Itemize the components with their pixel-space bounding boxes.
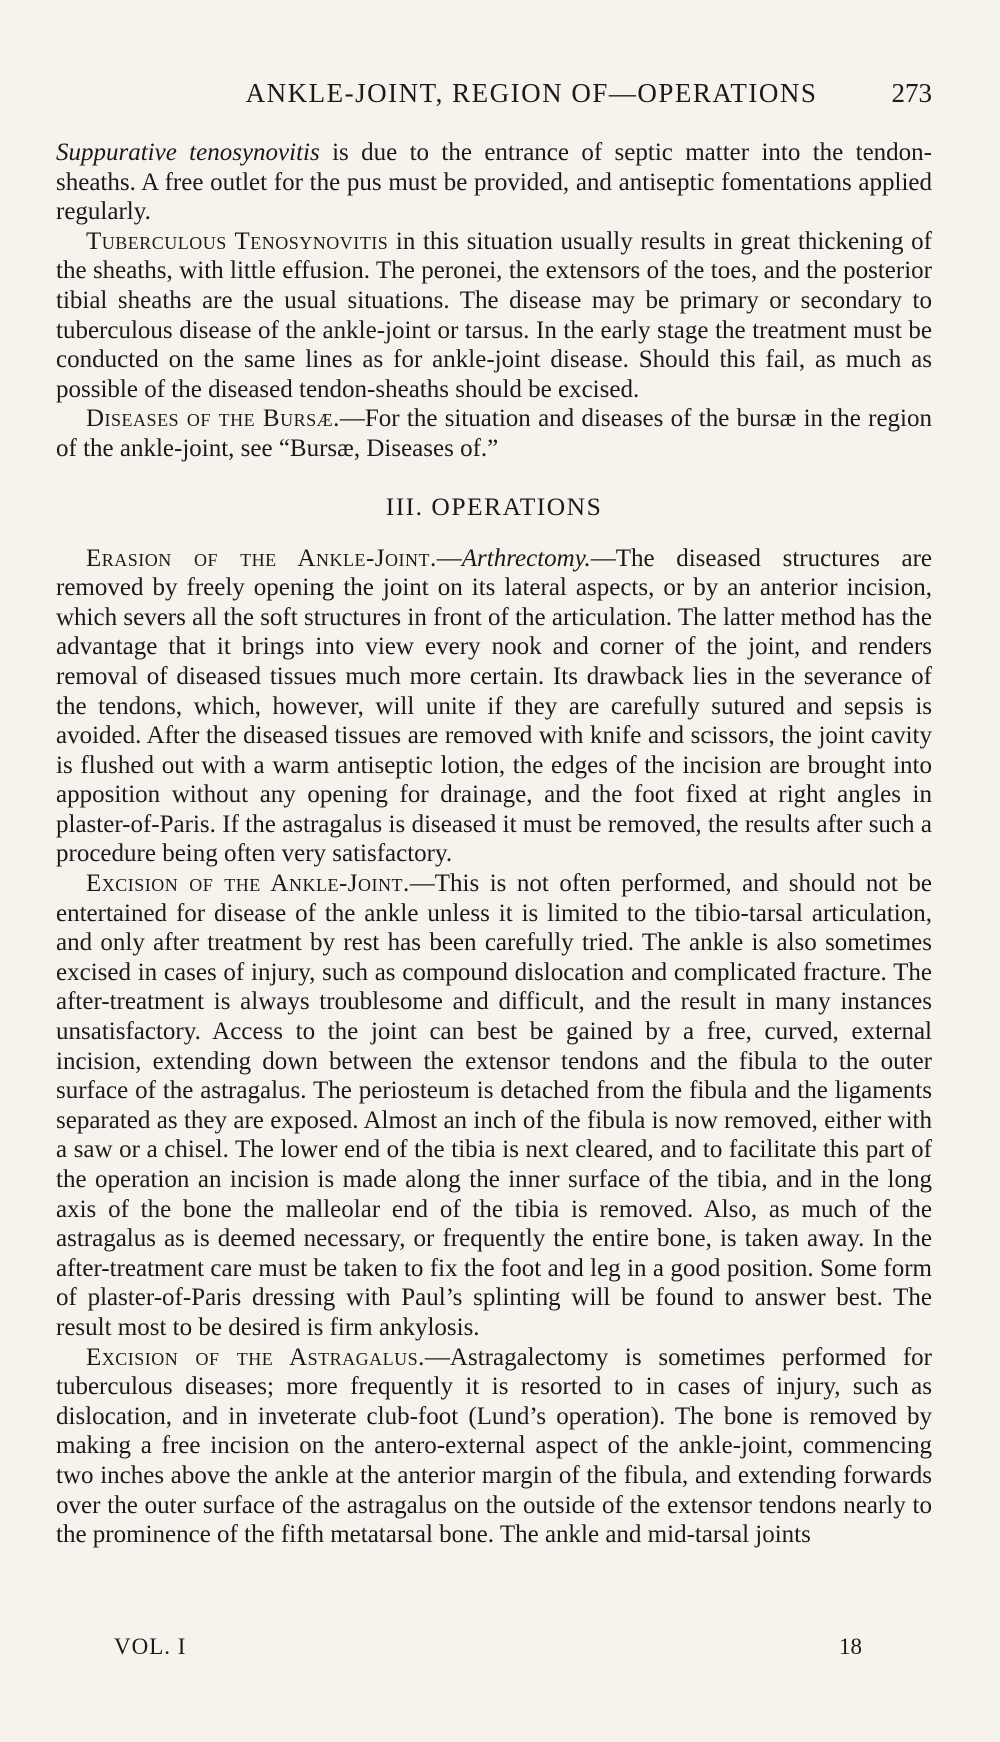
paragraph-erasion-ankle-joint: Erasion of the Ankle-Joint.—Arthrectomy.—The diseased structures are removed by freely opening the joint on its lateral aspects, or by an anterior incision, which severs all the soft structures in front of the articulation. The latter method has the advantage that it brings into view every nook and corner of the joint, and renders removal of diseased tissues much more certain. Its drawback lies in the severance of the tendons, which, however, will unite if they are carefully sutured and sepsis is avoided. After the diseased tissues are removed with knife and scissors, the joint cavity is flushed out with a warm antiseptic lotion, the edges of the incision are brought into apposition without any opening for drainage, and the foot fixed at right angles in plaster-of-Paris. If the astragalus is diseased it must be removed, the results after such a procedure being often very satisfactory. <box>56 544 932 868</box>
paragraph-excision-ankle-joint <box>56 869 932 1343</box>
signature-mark: 18 <box>839 1634 862 1659</box>
paragraph-excision-astragalus <box>56 1343 932 1550</box>
page-header <box>56 78 932 122</box>
section-heading-operations: III. OPERATIONS <box>385 491 603 521</box>
term-erasion-ankle-joint: Erasion of the Ankle-Joint. <box>86 544 437 572</box>
term-excision-astragalus: Excision of the Astragalus. <box>86 1343 425 1371</box>
term-tuberculous-tenosynovitis: Tuberculous Tenosynovitis <box>86 227 389 255</box>
paragraph-suppurative-tenosynovitis <box>56 138 932 227</box>
paragraph-text: in this situation usually results in great thickening of the sheaths, with little effusion. The peronei, the extensors of the toes, and the posterior tibial sheaths are the usual situations. The disease may be primary or secondary to tuberculous disease of the ankle-joint or tarsus. In the early stage the treatment must be conducted on the same lines as for ankle-joint disease. Should this fail, as much as possible of the diseased tendon-sheaths should be excised. <box>56 227 932 403</box>
volume-label: VOL. I <box>114 1634 187 1659</box>
page-footer <box>114 1634 862 1660</box>
paragraph-text: —Astragalectomy is sometimes performed for tuberculous diseases; more frequently it is resorted to in cases of injury, such as dislocation, and in inveterate club-foot (Lund’s operation). The bone is removed by making a free incision on the antero-external aspect of the ankle-joint, commencing two inches above the ankle at the anterior margin of the fibula, and extending forwards over the outer surface of the astragalus on the outside of the extensor tendons nearly to the prominence of the fifth metatarsal bone. The ankle and mid-tarsal joints <box>56 1343 932 1549</box>
term-suppurative-tenosynovitis: Suppurative tenosynovitis <box>56 139 320 166</box>
paragraph-text: is due to the entrance of septic matter into the tendon-sheaths. A free outlet for the pus must be provided, and antiseptic fomentations applied regularly. <box>56 139 932 226</box>
term-excision-ankle-joint: Excision of the Ankle-Joint. <box>86 870 410 898</box>
paragraph-diseases-of-bursae <box>56 404 932 463</box>
paragraph-tuberculous-tenosynovitis <box>56 227 932 405</box>
running-title: ANKLE-JOINT, REGION OF—OPERATIONS <box>245 78 818 108</box>
term-diseases-of-bursae: Diseases of the Bursæ. <box>86 405 340 433</box>
paragraph-text: —For the situation and diseases of the bursæ in the region of the ankle-joint, see “Bursæ, Diseases of.” <box>56 405 932 462</box>
page-number: 273 <box>891 78 932 108</box>
term-arthrectomy: Arthrectomy. <box>461 544 591 572</box>
paragraph-text: —This is not often performed, and should not be entertained for disease of the ankle unless it is limited to the tibio-tarsal articulation, and only after treatment by rest has been carefully tried. The ankle is also sometimes excised in cases of injury, such as compound dislocation and complicated fracture. The after-treatment is always troublesome and difficult, and the result in many instances unsatisfactory. Access to the joint can best be gained by a free, curved, external incision, extending down between the extensor tendons and the fibula to the outer surface of the astragalus. The periosteum is detached from the fibula and the ligaments separated as they are exposed. Almost an inch of the fibula is now removed, either with a saw or a chisel. The lower end of the tibia is next cleared, and to facilitate this part of the operation an incision is made along the inner surface of the tibia, and in the long axis of the bone the malleolar end of the tibia is removed. Also, as much of the astragalus as is deemed necessary, or frequently the entire bone, is taken away. In the after-treatment care must be taken to fix the foot and leg in a good position. Some form of plaster-of-Paris dressing with Paul’s splinting will be found to answer best. The result most to be desired is firm ankylosis. <box>56 870 932 1341</box>
paragraph-text: —The diseased structures are removed by freely opening the joint on its lateral aspects, or by an anterior incision, which severs all the soft structures in front of the articulation. The latter method has the advantage that it brings into view every nook and corner of the joint, and renders removal of diseased tissues much more certain. Its drawback lies in the severance of the tendons, which, however, will unite if they are carefully sutured and sepsis is avoided. After the diseased tissues are removed with knife and scissors, the joint cavity is flushed out with a warm antiseptic lotion, the edges of the incision are brought into apposition without any opening for drainage, and the foot fixed at right angles in plaster-of-Paris. If the astragalus is diseased it must be removed, the results after such a procedure being often very satisfactory. <box>56 544 932 868</box>
